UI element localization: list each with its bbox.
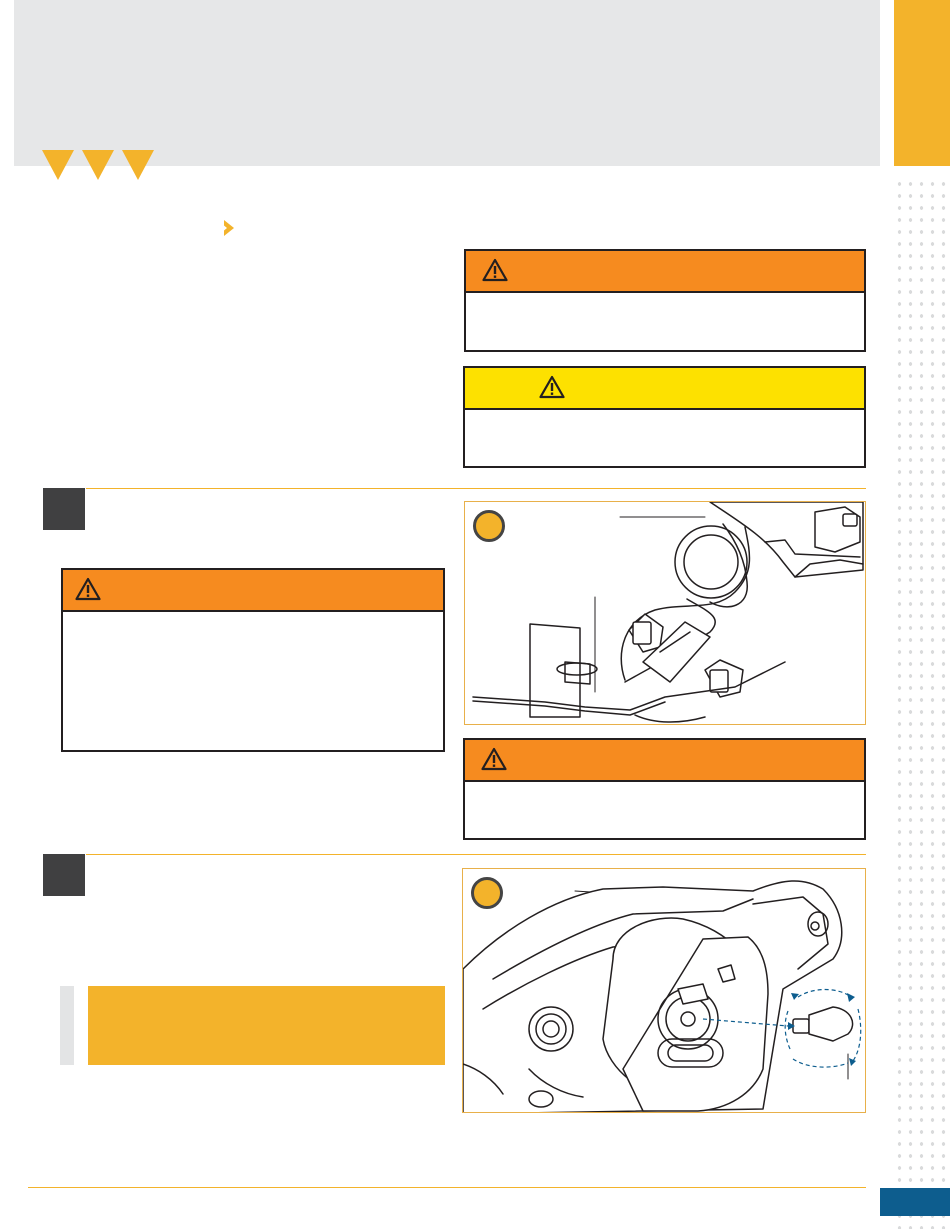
figure-cable-connector (464, 501, 866, 725)
chapter-tab (894, 0, 950, 166)
warning-triangle-icon (539, 375, 565, 399)
chevron-down-icon (122, 150, 154, 180)
warning-triangle-icon (481, 747, 507, 771)
figure-callout-circle-icon (471, 877, 503, 909)
warning-header (466, 251, 864, 293)
header-chevrons (42, 150, 154, 180)
note-accent-bar (60, 986, 74, 1065)
warning-triangle-icon (482, 258, 508, 282)
warning-box (464, 249, 866, 352)
step-number-block (43, 488, 85, 530)
figure-motor-cover (462, 868, 866, 1113)
step-number-block (43, 854, 85, 896)
warning-triangle-icon (75, 577, 101, 601)
warning-header (63, 570, 443, 612)
chevron-right-icon (224, 220, 234, 236)
note-box (88, 986, 445, 1065)
chevron-down-icon (42, 150, 74, 180)
footer-divider (28, 1187, 866, 1188)
figure-callout-circle-icon (473, 510, 505, 542)
warning-box (463, 738, 866, 840)
warning-box (61, 568, 445, 752)
caution-box (463, 366, 866, 468)
section-divider (86, 488, 866, 489)
side-pattern (894, 178, 950, 1229)
page-number-tab (880, 1188, 950, 1216)
header-band (14, 0, 880, 166)
warning-header (465, 740, 864, 782)
chevron-down-icon (82, 150, 114, 180)
caution-header (465, 368, 864, 410)
motor-cover-thumbscrew-illustration (463, 869, 866, 1113)
cable-connector-illustration (465, 502, 866, 725)
section-divider (86, 854, 866, 855)
